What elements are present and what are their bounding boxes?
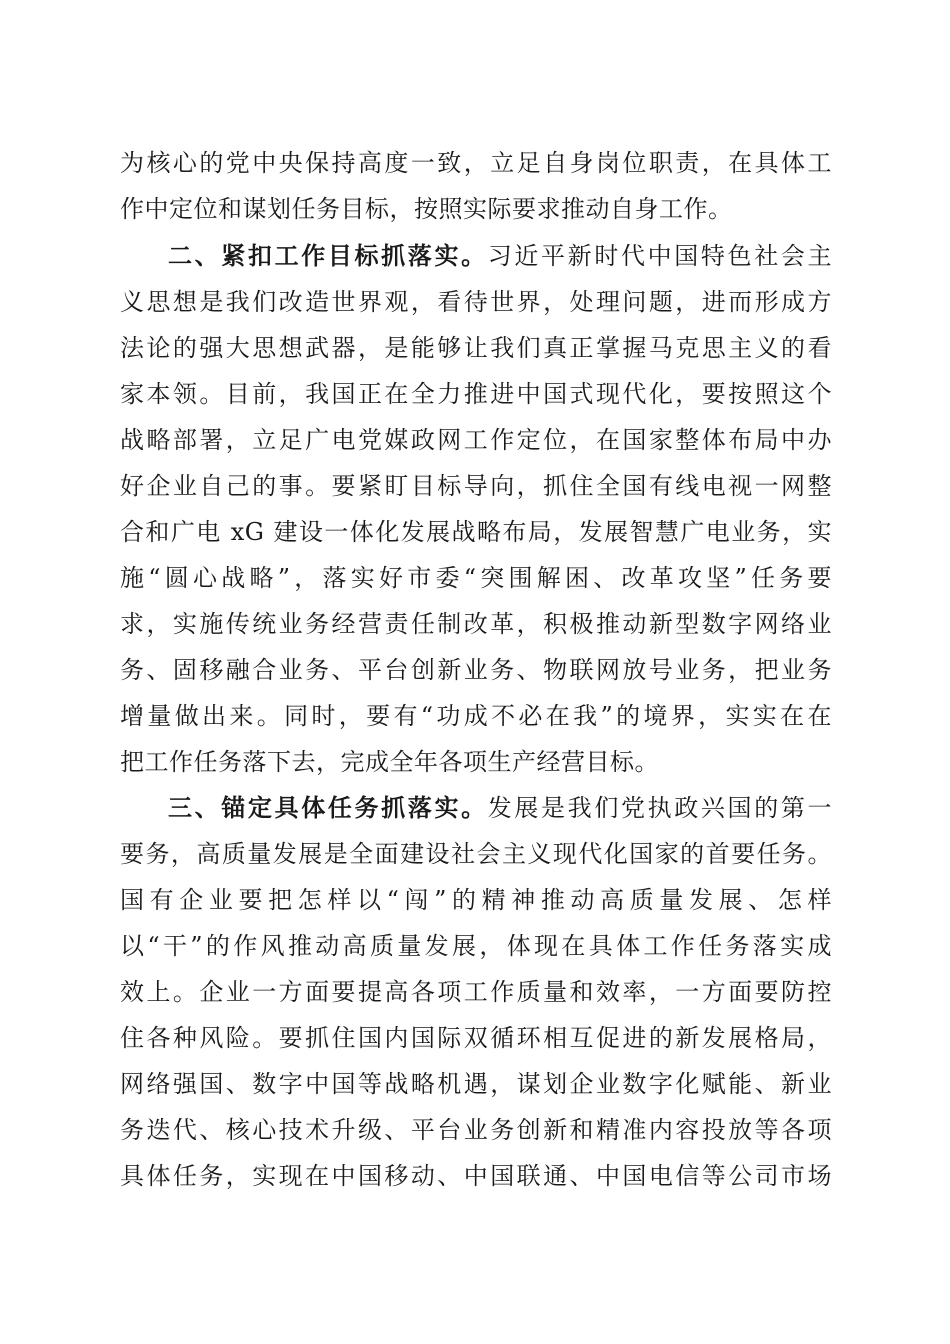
text-line: 具体任务，实现在中国移动、中国联通、中国电信等公司市场 bbox=[120, 1162, 832, 1190]
text-line: 战略部署，立足广电党媒政网工作定位，在国家整体布局中办 bbox=[120, 426, 832, 454]
text-line: 好企业自己的事。要紧盯目标导向，抓住全国有线电视一网整 bbox=[120, 472, 832, 500]
text-line: 家本领。目前，我国正在全力推进中国式现代化，要按照这个 bbox=[120, 380, 832, 408]
text-line: 务迭代、核心技术升级、平台业务创新和精准内容投放等各项 bbox=[120, 1116, 832, 1144]
section-heading-2: 二、紧扣工作目标抓落实。 bbox=[168, 242, 488, 270]
text-line: 效上。企业一方面要提高各项工作质量和效率，一方面要防控 bbox=[120, 978, 832, 1006]
text-line: 以“干”的作风推动高质量发展，体现在具体工作任务落实成 bbox=[120, 932, 832, 960]
text-line: 法论的强大思想武器，是能够让我们真正掌握马克思主义的看 bbox=[120, 334, 832, 362]
section-heading-3: 三、锚定具体任务抓落实。 bbox=[168, 794, 488, 822]
text-line: 施“圆心战略”，落实好市委“突围解困、改革攻坚”任务要 bbox=[120, 564, 832, 592]
text-line: 国有企业要把怎样以“闯”的精神推动高质量发展、怎样 bbox=[120, 886, 832, 914]
text-line: 求，实施传统业务经营责任制改革，积极推动新型数字网络业 bbox=[120, 610, 832, 638]
text-line: 为核心的党中央保持高度一致，立足自身岗位职责，在具体工 bbox=[120, 149, 832, 177]
text-span: 发展是我们党执政兴国的第一 bbox=[487, 794, 832, 822]
text-span: 习近平新时代中国特色社会主 bbox=[487, 242, 832, 270]
text-line: 合和广电 xG 建设一体化发展战略布局，发展智慧广电业务，实 bbox=[120, 518, 832, 546]
text-line: 增量做出来。同时，要有“功成不必在我”的境界，实实在在 bbox=[120, 702, 832, 730]
text-line: 把工作任务落下去，完成全年各项生产经营目标。 bbox=[120, 748, 659, 776]
text-line: 作中定位和谋划任务目标，按照实际要求推动自身工作。 bbox=[120, 195, 733, 223]
text-line: 要务，高质量发展是全面建设社会主义现代化国家的首要任务。 bbox=[120, 840, 832, 868]
paragraph-first-line bbox=[168, 788, 832, 828]
text-line: 义思想是我们改造世界观，看待世界，处理问题，进而形成方 bbox=[120, 288, 832, 316]
text-line: 网络强国、数字中国等战略机遇，谋划企业数字化赋能、新业 bbox=[120, 1070, 832, 1098]
text-line: 务、固移融合业务、平台创新业务、物联网放号业务，把业务 bbox=[120, 656, 832, 684]
paragraph-first-line bbox=[168, 236, 832, 276]
text-line: 住各种风险。要抓住国内国际双循环相互促进的新发展格局， bbox=[120, 1024, 832, 1052]
